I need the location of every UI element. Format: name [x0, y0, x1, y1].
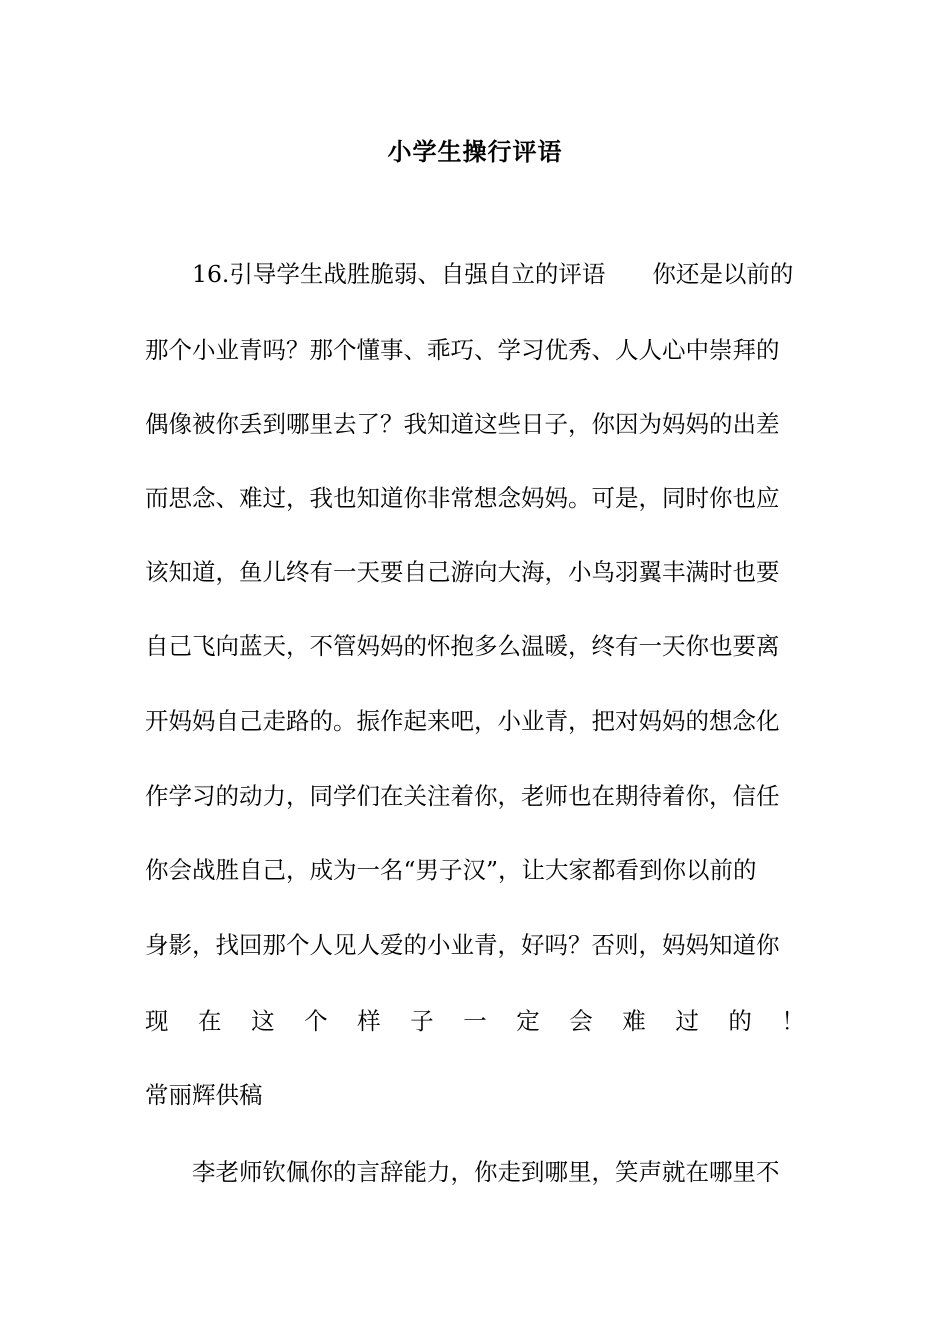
spaced-char: 难 [622, 1007, 646, 1035]
paragraph-line-2: 那个小业青吗？那个懂事、乖巧、学习优秀、人人心中崇拜的 [145, 336, 780, 364]
paragraph-line-4: 而思念、难过，我也知道你非常想念妈妈。可是，同时你也应 [145, 484, 780, 512]
paragraph-line-5: 该知道，鱼儿终有一天要自己游向大海，小鸟羽翼丰满时也要 [145, 558, 780, 586]
paragraph-line-6: 自己飞向蓝天，不管妈妈的怀抱多么温暖，终有一天你也要离 [145, 632, 780, 660]
spaced-char: 现 [145, 1007, 169, 1035]
spaced-char: 过 [675, 1007, 699, 1035]
paragraph-line-10: 身影，找回那个人见人爱的小业青，好吗？否则，妈妈知道你 [145, 931, 780, 959]
paragraph-line-last: 李老师钦佩你的言辞能力，你走到哪里，笑声就在哪里不 [192, 1158, 780, 1186]
signature: 常丽辉供稿 [145, 1081, 263, 1109]
spaced-char: 定 [516, 1007, 540, 1035]
spaced-char: 一 [463, 1007, 487, 1035]
spaced-char: 会 [569, 1007, 593, 1035]
spaced-char: 的 [728, 1007, 752, 1035]
page-title: 小学生操行评语 [387, 137, 563, 166]
spaced-char: 子 [410, 1007, 434, 1035]
spaced-char: 这 [251, 1007, 275, 1035]
spaced-char: 个 [304, 1007, 328, 1035]
paragraph-line-8: 作学习的动力，同学们在关注着你，老师也在期待着你，信任 [145, 782, 780, 810]
spaced-char: 样 [357, 1007, 381, 1035]
paragraph-line-9: 你会战胜自己，成为一名“男子汉”，让大家都看到你以前的 [145, 856, 757, 884]
spaced-char: 在 [198, 1007, 222, 1035]
paragraph-line-3: 偶像被你丢到哪里去了？我知道这些日子，你因为妈妈的出差 [145, 410, 780, 438]
spaced-char: ！ [781, 1007, 805, 1035]
paragraph-line-7: 开妈妈自己走路的。振作起来吧，小业青，把对妈妈的想念化 [145, 707, 780, 735]
spaced-line [145, 1005, 805, 1037]
paragraph-line-1: 16.引导学生战胜脆弱、自强自立的评语 你还是以前的 [192, 260, 794, 288]
